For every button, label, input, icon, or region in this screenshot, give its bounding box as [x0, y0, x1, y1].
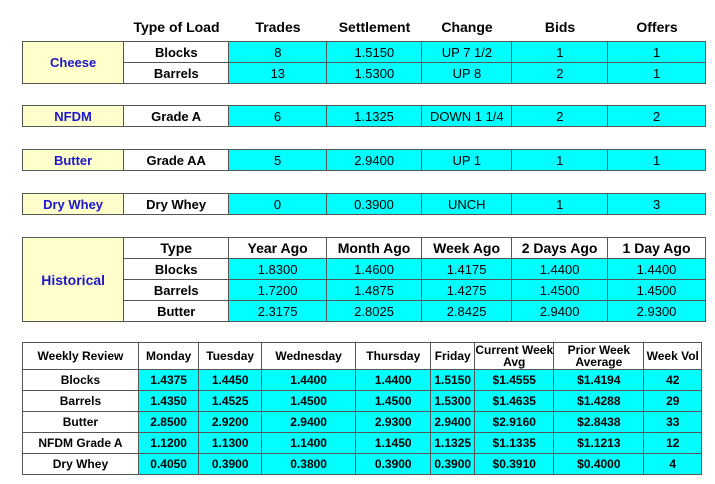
header-type-of-load: Type of Load	[133, 19, 220, 35]
weekly-row-type: Butter	[23, 412, 139, 433]
drywhey-settlement: 0.3900	[326, 194, 421, 215]
historical-col-2-days-ago: 2 Days Ago	[512, 238, 608, 259]
cheese-barrels-trades: 13	[229, 63, 327, 84]
weekly-col-review: Weekly Review	[23, 343, 139, 370]
weekly-cell: 1.4400	[356, 370, 431, 391]
drywhey-offers: 3	[608, 194, 706, 215]
butter-change: UP 1	[422, 150, 512, 171]
weekly-col-wednesday: Wednesday	[261, 343, 355, 370]
historical-cell: 1.4500	[512, 280, 608, 301]
weekly-cell: $1.4555	[475, 370, 554, 391]
weekly-cell: 1.4500	[356, 391, 431, 412]
nfdm-grade-type: Grade A	[124, 106, 229, 127]
market-header	[124, 14, 706, 40]
weekly-cell: 1.1300	[199, 433, 262, 454]
historical-cell: 1.4875	[327, 280, 422, 301]
weekly-col-tuesday: Tuesday	[199, 343, 262, 370]
weekly-cell: 12	[644, 433, 702, 454]
butter-table	[22, 149, 706, 171]
weekly-cell: 0.4050	[138, 454, 199, 475]
weekly-col-current-week-avg: Current Week Avg	[475, 343, 554, 369]
table-row	[23, 454, 702, 475]
table-row	[23, 433, 702, 454]
weekly-cell: $2.9160	[475, 412, 554, 433]
weekly-cell: $0.4000	[554, 454, 644, 475]
weekly-cell: $0.3910	[475, 454, 554, 475]
weekly-col-week-vol: Week Vol	[644, 343, 702, 370]
nfdm-table	[22, 105, 706, 127]
historical-col-month-ago: Month Ago	[327, 238, 422, 259]
nfdm-offers: 2	[608, 106, 706, 127]
cheese-barrels-change: UP 8	[422, 63, 512, 84]
historical-cell: 1.4500	[608, 280, 706, 301]
historical-col-year-ago: Year Ago	[229, 238, 327, 259]
cheese-blocks-type: Blocks	[124, 42, 229, 63]
weekly-col-prior-week-average: Prior Week Average	[554, 343, 644, 370]
drywhey-bids: 1	[512, 194, 608, 215]
butter-offers: 1	[608, 150, 706, 171]
weekly-cell: $1.4635	[475, 391, 554, 412]
weekly-cell: 1.5150	[431, 370, 475, 391]
table-row	[23, 391, 702, 412]
weekly-cell: 4	[644, 454, 702, 475]
cheese-blocks-settlement: 1.5150	[327, 42, 422, 63]
historical-table	[22, 237, 706, 322]
butter-bids: 1	[512, 150, 608, 171]
weekly-col-monday: Monday	[138, 343, 199, 370]
historical-cell: 2.9300	[608, 301, 706, 322]
cheese-blocks-trades: 8	[229, 42, 327, 63]
weekly-col-thursday: Thursday	[356, 343, 431, 370]
weekly-cell: 29	[644, 391, 702, 412]
cheese-blocks-change: UP 7 1/2	[422, 42, 512, 63]
drywhey-label: Dry Whey	[23, 194, 124, 215]
weekly-cell: 2.9300	[356, 412, 431, 433]
weekly-cell: 0.3900	[199, 454, 262, 475]
weekly-review-table	[22, 342, 702, 475]
weekly-cell: 1.5300	[431, 391, 475, 412]
cheese-table	[22, 41, 706, 84]
weekly-cell: 2.9400	[261, 412, 355, 433]
weekly-row-type: NFDM Grade A	[23, 433, 139, 454]
weekly-cell: 0.3800	[261, 454, 355, 475]
butter-grade-type: Grade AA	[124, 150, 229, 171]
historical-cell: 1.4175	[422, 259, 512, 280]
historical-cell: 1.4275	[422, 280, 512, 301]
weekly-cell: 2.9200	[199, 412, 262, 433]
historical-cell: 1.4600	[327, 259, 422, 280]
weekly-cell: 0.3900	[356, 454, 431, 475]
table-row	[23, 259, 706, 280]
butter-label: Butter	[23, 150, 124, 171]
header-change: Change	[441, 19, 493, 35]
weekly-cell: 1.4525	[199, 391, 262, 412]
weekly-cell: $1.4194	[554, 370, 644, 391]
weekly-cell: 1.4500	[261, 391, 355, 412]
table-row	[23, 280, 706, 301]
drywhey-type: Dry Whey	[124, 194, 229, 215]
weekly-cell: 1.4400	[261, 370, 355, 391]
weekly-cell: $1.1335	[475, 433, 554, 454]
weekly-cell: 1.4375	[138, 370, 199, 391]
table-row	[23, 301, 706, 322]
weekly-cell: 1.1450	[356, 433, 431, 454]
nfdm-change: DOWN 1 1/4	[422, 106, 512, 127]
historical-row-type: Barrels	[124, 280, 229, 301]
weekly-cell: 1.1200	[138, 433, 199, 454]
historical-cell: 2.8425	[422, 301, 512, 322]
historical-cell: 1.8300	[229, 259, 327, 280]
drywhey-table	[22, 193, 706, 215]
weekly-cell: 1.4450	[199, 370, 262, 391]
butter-settlement: 2.9400	[327, 150, 422, 171]
weekly-row-type: Barrels	[23, 391, 139, 412]
weekly-cell: 2.8500	[138, 412, 199, 433]
weekly-cell: 2.9400	[431, 412, 475, 433]
cheese-label: Cheese	[23, 42, 124, 84]
weekly-row-type: Blocks	[23, 370, 139, 391]
weekly-cell: 33	[644, 412, 702, 433]
cheese-barrels-settlement: 1.5300	[327, 63, 422, 84]
header-bids: Bids	[544, 19, 576, 35]
nfdm-trades: 6	[229, 106, 327, 127]
historical-col-1-day-ago: 1 Day Ago	[608, 238, 706, 259]
weekly-cell: $1.4288	[554, 391, 644, 412]
weekly-cell: 1.4350	[138, 391, 199, 412]
cheese-barrels-type: Barrels	[124, 63, 229, 84]
historical-cell: 2.3175	[229, 301, 327, 322]
historical-col-type: Type	[124, 238, 229, 259]
cheese-blocks-bids: 1	[512, 42, 608, 63]
weekly-cell: $2.8438	[554, 412, 644, 433]
historical-cell: 1.4400	[608, 259, 706, 280]
weekly-cell: 42	[644, 370, 702, 391]
weekly-cell: 1.1400	[261, 433, 355, 454]
historical-cell: 2.8025	[327, 301, 422, 322]
weekly-col-friday: Friday	[431, 343, 475, 370]
historical-cell: 1.7200	[229, 280, 327, 301]
weekly-row-type: Dry Whey	[23, 454, 139, 475]
historical-cell: 2.9400	[512, 301, 608, 322]
weekly-cell: 1.1325	[431, 433, 475, 454]
table-row	[23, 412, 702, 433]
cheese-blocks-offers: 1	[608, 42, 706, 63]
historical-col-week-ago: Week Ago	[422, 238, 512, 259]
table-row	[23, 370, 702, 391]
drywhey-trades: 0	[229, 194, 327, 215]
historical-label: Historical	[23, 238, 124, 322]
header-offers: Offers	[636, 19, 678, 35]
header-settlement: Settlement	[338, 19, 411, 35]
cheese-barrels-offers: 1	[608, 63, 706, 84]
weekly-cell: 0.3900	[431, 454, 475, 475]
nfdm-bids: 2	[512, 106, 608, 127]
butter-trades: 5	[229, 150, 327, 171]
cheese-barrels-bids: 2	[512, 63, 608, 84]
nfdm-settlement: 1.1325	[326, 106, 421, 127]
nfdm-label: NFDM	[23, 106, 124, 127]
weekly-cell: $1.1213	[554, 433, 644, 454]
historical-cell: 1.4400	[512, 259, 608, 280]
historical-row-type: Blocks	[124, 259, 229, 280]
header-trades: Trades	[255, 19, 301, 35]
historical-row-type: Butter	[124, 301, 229, 322]
drywhey-change: UNCH	[422, 194, 512, 215]
